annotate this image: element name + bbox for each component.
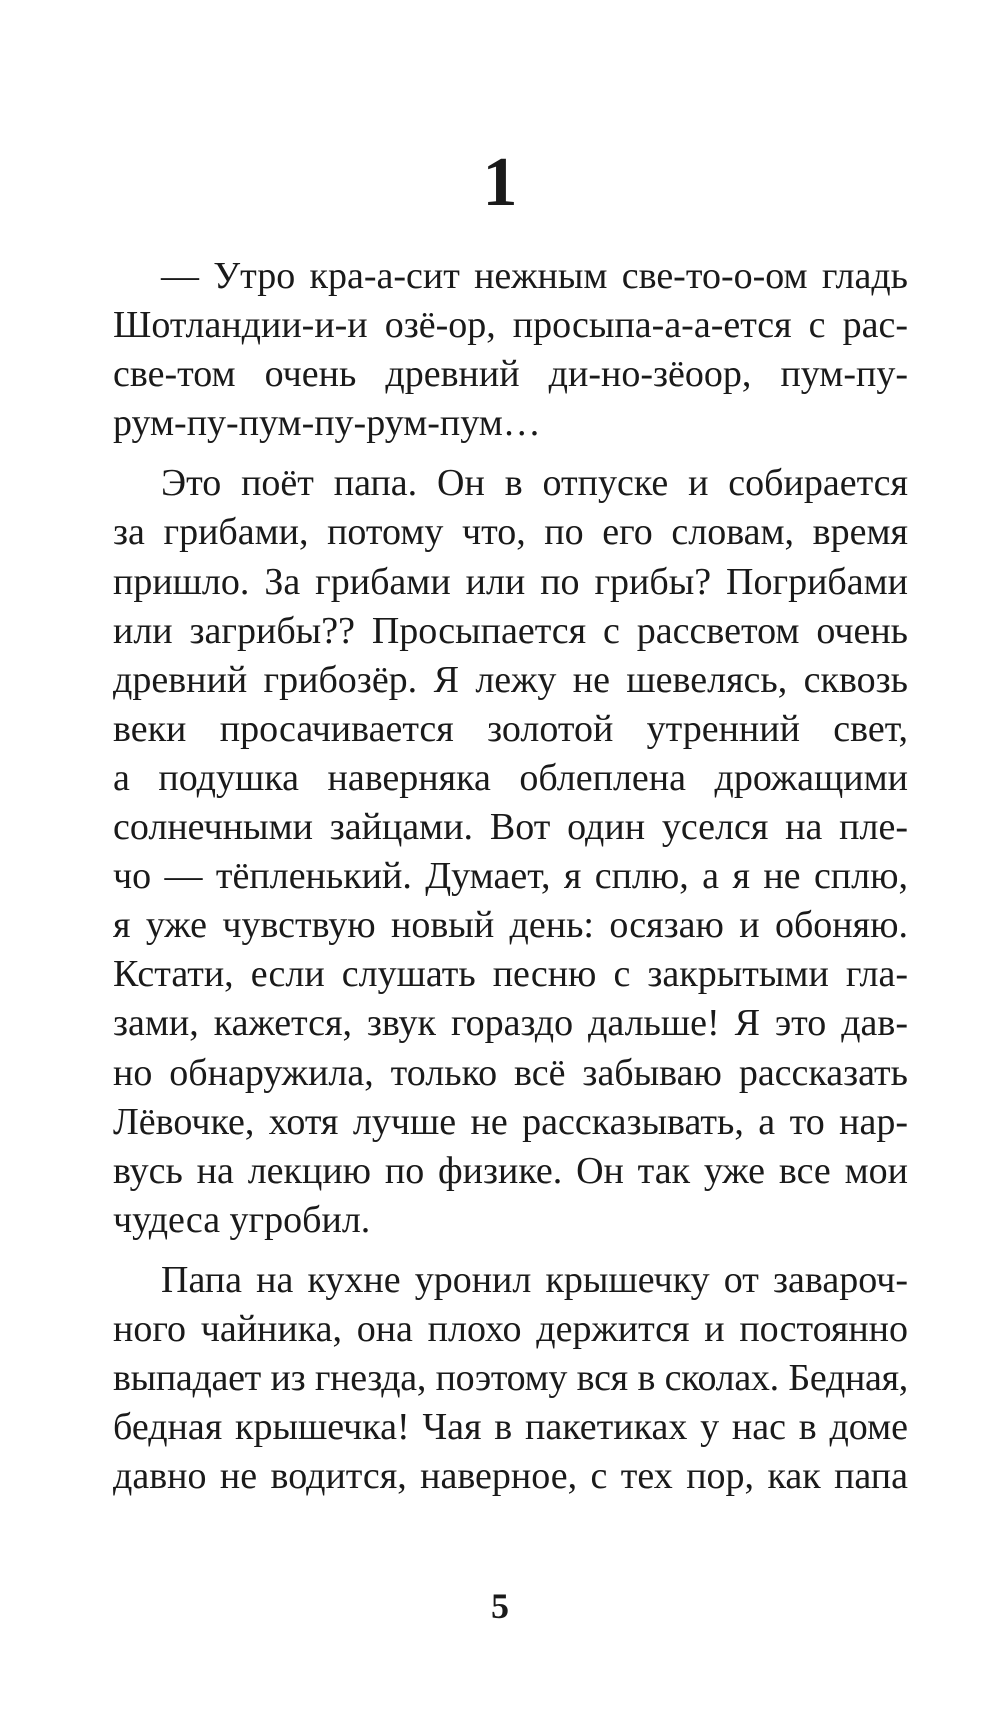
text-line: выпадает из гнезда, поэтому вся в сколах. Бедная, [113, 1357, 908, 1400]
text-line: Шотландии-и-и озё-ор, просыпа-а-а-ется с рас- [113, 304, 908, 347]
text-line: древний грибозёр. Я лежу не шевелясь, сквозь [113, 658, 908, 701]
text-line: пришло. За грибами или по грибы? Погрибами [113, 560, 908, 603]
text-line: рум-пу-пум-пу-рум-пум… [113, 402, 541, 445]
text-line: солнечными зайцами. Вот один уселся на пле- [113, 806, 908, 849]
text-line: вусь на лекцию по физике. Он так уже все мои [113, 1149, 908, 1192]
text-line: Кстати, если слушать песню с закрытыми гла- [113, 953, 908, 996]
text-line: чудеса угробил. [113, 1198, 371, 1241]
text-line: я уже чувствую новый день: осязаю и обоняю. [113, 904, 908, 947]
chapter-text [113, 252, 908, 1501]
text-line: Это поёт папа. Он в отпуске и собирается [161, 462, 908, 505]
page-number: 5 [491, 1586, 509, 1626]
text-line: све-том очень древний ди-но-зёоор, пум-пу- [113, 353, 908, 396]
text-line: или загрибы?? Просыпается с рассветом очень [113, 609, 908, 652]
text-line: бедная крышечка! Чая в пакетиках у нас в доме [113, 1406, 908, 1449]
text-line: Лёвочке, хотя лучше не рассказывать, а то нар- [113, 1100, 908, 1143]
text-line: а подушка наверняка облеплена дрожащими [113, 756, 908, 799]
text-line: Папа на кухне уронил крышечку от завароч- [161, 1258, 908, 1301]
text-line: ного чайника, она плохо держится и постоянно [113, 1307, 908, 1350]
text-line: чо — тёпленький. Думает, я сплю, а я не сплю, [113, 855, 908, 898]
chapter-number: 1 [482, 144, 518, 221]
text-line: но обнаружила, только всё забываю рассказать [113, 1051, 908, 1094]
text-line: зами, кажется, звук гораздо дальше! Я это дав- [113, 1002, 908, 1045]
text-line: давно не водится, наверное, с тех пор, как папа [113, 1455, 908, 1498]
text-line: за грибами, потому что, по его словам, время [113, 511, 908, 554]
text-line: веки просачивается золотой утренний свет, [113, 707, 908, 750]
text-line: — Утро кра-а-сит нежным све-то-о-ом гладь [161, 255, 908, 297]
